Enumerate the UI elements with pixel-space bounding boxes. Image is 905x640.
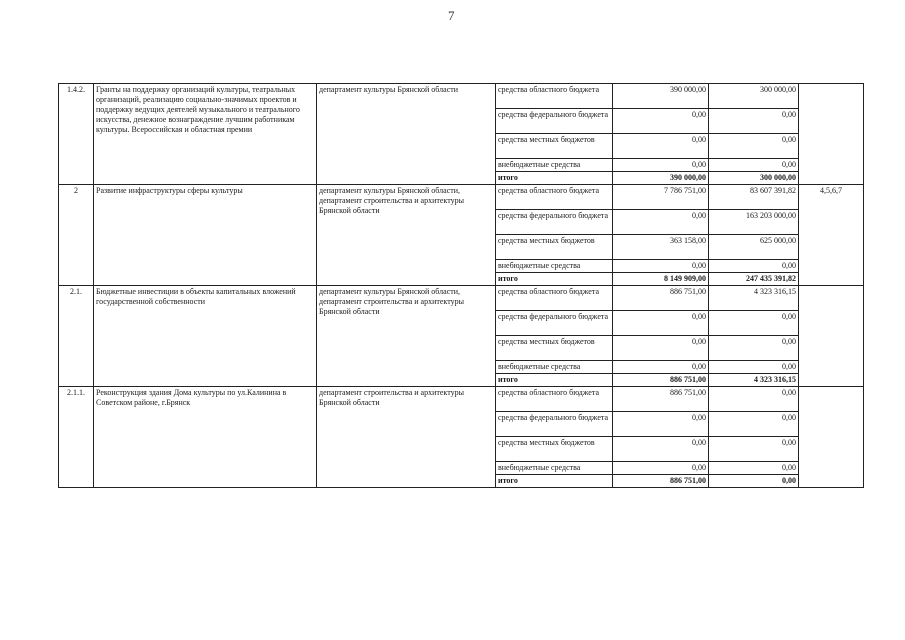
amount-year2-cell: 4 323 316,15: [709, 374, 799, 387]
funding-source-cell: средства областного бюджета: [496, 84, 613, 109]
amount-year1-cell: 0,00: [613, 412, 709, 437]
row-number-cell: 2.1.: [59, 286, 94, 387]
amount-year2-cell: 0,00: [709, 336, 799, 361]
amount-year1-cell: 0,00: [613, 260, 709, 273]
funding-source-cell: средства местных бюджетов: [496, 235, 613, 260]
amount-year2-cell: 0,00: [709, 311, 799, 336]
amount-year1-cell: 363 158,00: [613, 235, 709, 260]
funding-source-cell: итого: [496, 374, 613, 387]
table-row: [59, 84, 864, 109]
funding-source-cell: средства местных бюджетов: [496, 134, 613, 159]
page-number: 7: [448, 8, 455, 23]
amount-year1-cell: 0,00: [613, 159, 709, 172]
amount-year1-cell: 390 000,00: [613, 84, 709, 109]
activity-name-cell: Бюджетные инвестиции в объекты капитальных вложений государственной собственности: [94, 286, 317, 387]
amount-year1-cell: 886 751,00: [613, 374, 709, 387]
amount-year2-cell: 0,00: [709, 260, 799, 273]
amount-year2-cell: 4 323 316,15: [709, 286, 799, 311]
result-indicator-cell: [799, 84, 864, 185]
result-indicator-cell: [799, 286, 864, 387]
executor-cell: департамент культуры Брянской области: [317, 84, 496, 185]
amount-year1-cell: 0,00: [613, 336, 709, 361]
funding-source-cell: внебюджетные средства: [496, 260, 613, 273]
activity-name-cell: Реконструкция здания Дома культуры по ул.Калинина в Советском районе, г.Брянск: [94, 387, 317, 488]
funding-source-cell: внебюджетные средства: [496, 159, 613, 172]
funding-source-cell: средства областного бюджета: [496, 387, 613, 412]
amount-year2-cell: 247 435 391,82: [709, 273, 799, 286]
amount-year1-cell: 0,00: [613, 311, 709, 336]
amount-year2-cell: 0,00: [709, 109, 799, 134]
amount-year2-cell: 300 000,00: [709, 84, 799, 109]
funding-source-cell: внебюджетные средства: [496, 462, 613, 475]
amount-year1-cell: 886 751,00: [613, 475, 709, 488]
amount-year2-cell: 625 000,00: [709, 235, 799, 260]
amount-year2-cell: 0,00: [709, 159, 799, 172]
amount-year1-cell: 0,00: [613, 437, 709, 462]
amount-year1-cell: 0,00: [613, 361, 709, 374]
amount-year2-cell: 300 000,00: [709, 172, 799, 185]
funding-source-cell: средства федерального бюджета: [496, 412, 613, 437]
amount-year1-cell: 390 000,00: [613, 172, 709, 185]
amount-year1-cell: 0,00: [613, 210, 709, 235]
amount-year2-cell: 0,00: [709, 437, 799, 462]
amount-year1-cell: 0,00: [613, 462, 709, 475]
amount-year2-cell: 163 203 000,00: [709, 210, 799, 235]
funding-source-cell: средства областного бюджета: [496, 185, 613, 210]
amount-year1-cell: 8 149 909,00: [613, 273, 709, 286]
funding-source-cell: итого: [496, 475, 613, 488]
table-row: [59, 185, 864, 210]
executor-cell: департамент строительства и архитектуры Брянской области: [317, 387, 496, 488]
amount-year1-cell: 886 751,00: [613, 286, 709, 311]
result-indicator-cell: [799, 387, 864, 488]
executor-cell: департамент культуры Брянской области, департамент строительства и архитектуры Брянской области: [317, 286, 496, 387]
table-row: [59, 286, 864, 311]
executor-cell: департамент культуры Брянской области, департамент строительства и архитектуры Брянской области: [317, 185, 496, 286]
result-indicator-cell: 4,5,6,7: [799, 185, 864, 286]
amount-year1-cell: 0,00: [613, 134, 709, 159]
activity-name-cell: Гранты на поддержку организаций культуры, театральных организаций, реализацию социально-значимых проектов и поддержку ведущих деятелей музыкального и театрального искусства, денежное вознаграждение лучшим работникам культуры. Всероссийская и областная премии: [94, 84, 317, 185]
amount-year1-cell: 0,00: [613, 109, 709, 134]
amount-year2-cell: 0,00: [709, 387, 799, 412]
amount-year2-cell: 0,00: [709, 134, 799, 159]
funding-source-cell: итого: [496, 273, 613, 286]
funding-source-cell: средства местных бюджетов: [496, 437, 613, 462]
amount-year2-cell: 0,00: [709, 361, 799, 374]
amount-year1-cell: 7 786 751,00: [613, 185, 709, 210]
activity-name-cell: Развитие инфраструктуры сферы культуры: [94, 185, 317, 286]
funding-source-cell: средства областного бюджета: [496, 286, 613, 311]
row-number-cell: 2.1.1.: [59, 387, 94, 488]
funding-source-cell: средства федерального бюджета: [496, 109, 613, 134]
table-body: [59, 84, 864, 488]
funding-source-cell: средства федерального бюджета: [496, 210, 613, 235]
amount-year2-cell: 0,00: [709, 412, 799, 437]
funding-source-cell: итого: [496, 172, 613, 185]
funding-source-cell: средства федерального бюджета: [496, 311, 613, 336]
row-number-cell: 1.4.2.: [59, 84, 94, 185]
amount-year1-cell: 886 751,00: [613, 387, 709, 412]
funding-source-cell: средства местных бюджетов: [496, 336, 613, 361]
amount-year2-cell: 0,00: [709, 462, 799, 475]
amount-year2-cell: 0,00: [709, 475, 799, 488]
row-number-cell: 2: [59, 185, 94, 286]
table-row: [59, 387, 864, 412]
amount-year2-cell: 83 607 391,82: [709, 185, 799, 210]
funding-source-cell: внебюджетные средства: [496, 361, 613, 374]
budget-table: [58, 83, 864, 488]
